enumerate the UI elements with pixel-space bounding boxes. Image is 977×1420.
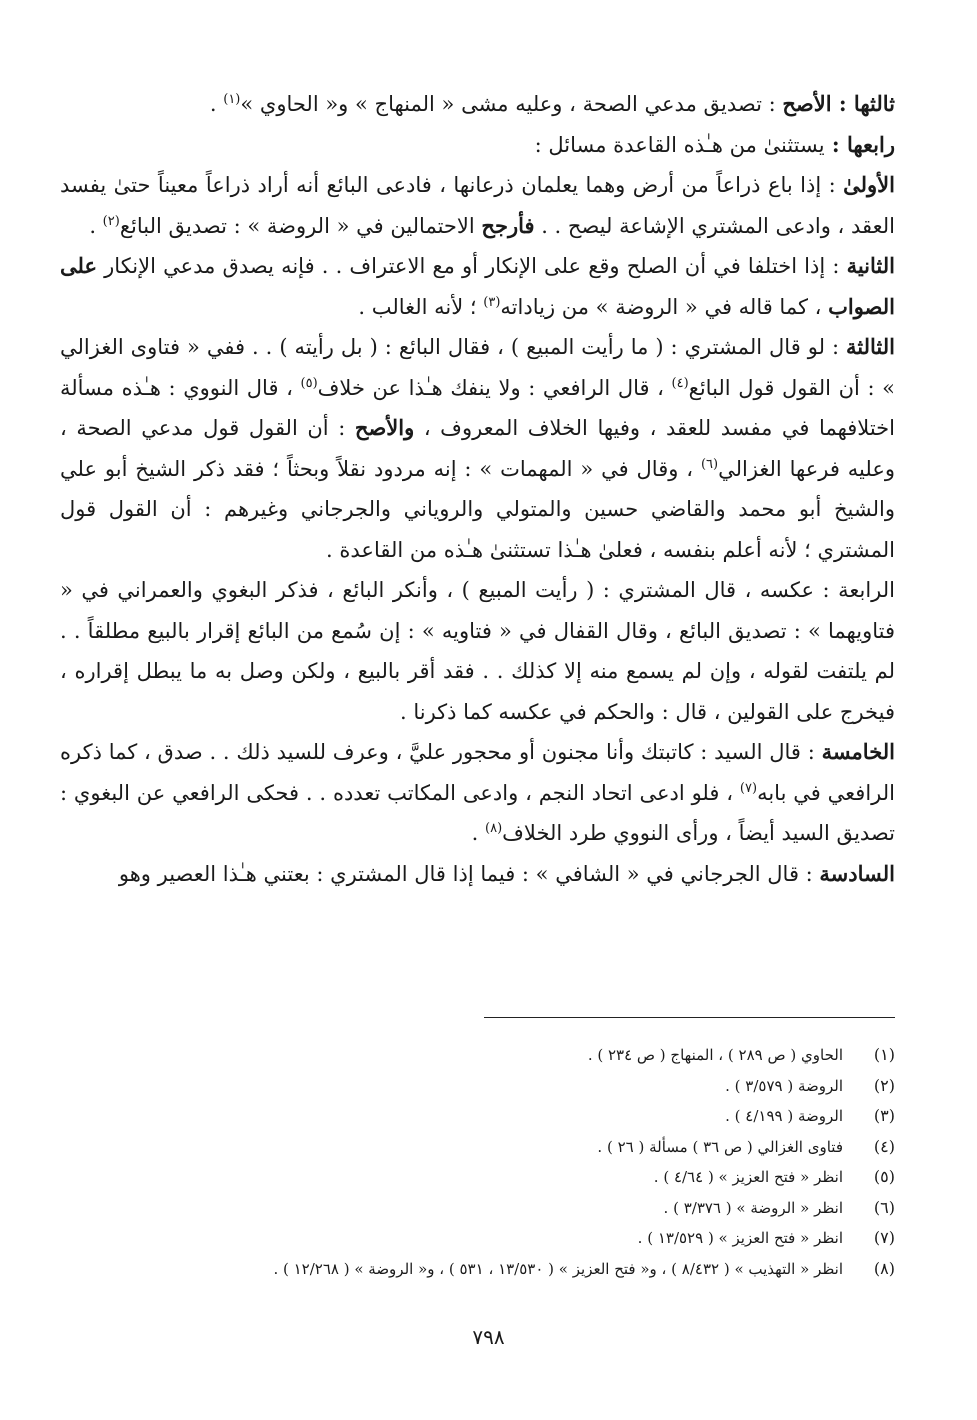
text-run: . bbox=[209, 92, 224, 116]
text-run: ، قال الرافعي : ولا ينفك هـٰذا عن خلاف bbox=[317, 375, 672, 400]
text-run: ، وقال في « المهمات » : إنه مردود نقلاً وبحثاً ؛ فقد ذكر الشيخ أبو علي والشيخ أبو محمد والقاضي حسين والمتولي والروياني والجرجاني وغيرهم : أن القول قول المشتري ؛ لأنه أعلم بنفسه ، فعلىٰ هـٰذا تستثنىٰ هـٰذه من القاعدة . bbox=[60, 456, 895, 562]
bold-term: على الصواب bbox=[60, 253, 895, 319]
footnote bbox=[150, 1071, 895, 1102]
footnote-separator bbox=[484, 1017, 895, 1018]
text-run: : إذا اختلفا في أن الصلح وقع على الإنكار أو مع الاعتراف . . فإنه يصدق مدعي الإنكار bbox=[97, 254, 847, 278]
bold-term: رابعها : bbox=[824, 131, 895, 157]
footnote bbox=[150, 1162, 895, 1193]
text-run: الاحتمالين في « الروضة » : تصديق البائع bbox=[119, 213, 482, 238]
bold-term: الثانية bbox=[846, 253, 895, 278]
text-run: . bbox=[89, 213, 103, 238]
text-run: : إذا باع ذراعاً من أرض وهما يعلمان ذرعانها ، فادعى البائع أنه أراد ذراعاً معيناً حتىٰ يفسد العقد ، وادعى المشتري الإشاعة ليصح . . bbox=[60, 173, 895, 238]
paragraph bbox=[60, 570, 895, 732]
text-run: ؛ لأنه الغالب . bbox=[358, 294, 484, 319]
footnote-text: انظر « فتح العزيز » ( ١٣/٥٢٩ ) . bbox=[637, 1229, 843, 1247]
footnote-text: انظر « الروضة » ( ٣/٣٧٦ ) . bbox=[663, 1198, 843, 1217]
bold-term: الثالثة bbox=[846, 334, 895, 359]
text-run: يستثنىٰ من هـٰذه القاعدة مسائل : bbox=[534, 132, 825, 157]
footnote-number: (٤) bbox=[873, 1136, 895, 1156]
paragraph bbox=[60, 854, 895, 895]
footnote-text: انظر « فتح العزيز » ( ٤/٦٤ ) . bbox=[653, 1168, 843, 1186]
text-run: ، قال النووي : هـٰذه مسألة اختلافهما في مفسد للعقد ، وفيها الخلاف المعروف ، bbox=[60, 375, 895, 440]
footnote bbox=[150, 1193, 895, 1224]
footnote bbox=[150, 1040, 895, 1071]
footnote-text: الروضة ( ٣/٥٧٩ ) . bbox=[725, 1076, 843, 1095]
bold-term: ثالثها : bbox=[831, 91, 895, 116]
text-run: : قال السيد : كاتبتك وأنا مجنون أو محجور عليَّ ، وعرف للسيد ذلك . . صدق ، كما ذكره الرافعي في بابه bbox=[60, 740, 895, 805]
footnotes bbox=[150, 1040, 895, 1284]
footnote-number: (٦) bbox=[873, 1197, 895, 1217]
footnote-ref: (٦) bbox=[700, 456, 719, 472]
footnote-number: (٢) bbox=[873, 1075, 895, 1095]
footnote-ref: (٤) bbox=[671, 375, 689, 391]
footnote-text: انظر « التهذيب » ( ٨/٤٣٢ ) ، و« فتح العزيز » ( ١٣/٥٣٠ ، ٥٣١ ) ، و« الروضة » ( ١٢/٢٦٨ ) . bbox=[273, 1259, 843, 1278]
footnote bbox=[150, 1101, 895, 1132]
bold-term: فأرجح bbox=[481, 212, 535, 238]
bold-term: الأولىٰ bbox=[843, 172, 895, 197]
footnote-ref: (١) bbox=[223, 92, 241, 107]
footnote-text: فتاوى الغزالي ( ص ٣٦ ) مسألة ( ٢٦ ) . bbox=[597, 1137, 843, 1156]
footnote-number: (١) bbox=[873, 1045, 895, 1064]
footnote-number: (٧) bbox=[873, 1228, 895, 1247]
footnote-ref: (٨) bbox=[485, 821, 503, 836]
footnote-number: (٣) bbox=[873, 1106, 895, 1125]
text-run: : تصديق مدعي الصحة ، وعليه مشى « المنهاج » و« الحاوي » bbox=[240, 92, 783, 116]
bold-term: السادسة bbox=[819, 860, 895, 886]
footnote-text: الروضة ( ٤/١٩٩ ) . bbox=[725, 1107, 843, 1125]
paragraph bbox=[60, 165, 895, 246]
footnote bbox=[150, 1223, 895, 1254]
text-run: . bbox=[471, 821, 485, 845]
page-number: ٧٩٨ bbox=[472, 1325, 505, 1349]
bold-term: الأصح bbox=[782, 91, 832, 116]
paragraph bbox=[60, 84, 895, 125]
footnote-ref: (٧) bbox=[739, 780, 758, 796]
text-run: : قال الجرجاني في « الشافي » : فيما إذا قال المشتري : بعتني هـٰذا العصير وهو bbox=[118, 861, 820, 886]
footnote-number: (٥) bbox=[873, 1167, 895, 1186]
text-run: ، فلو ادعى اتحاد النجم ، وادعى المكاتب تعدده . . فحكى الرافعي عن البغوي : تصديق السيد أيضاً ، ورأى النووي طرد الخلاف bbox=[60, 780, 895, 845]
text-run: ، كما قاله في « الروضة » من زياداته bbox=[500, 294, 829, 319]
footnote-ref: (٣) bbox=[483, 294, 501, 310]
footnote bbox=[150, 1254, 895, 1285]
footnote-text: الحاوي ( ص ٢٨٩ ) ، المنهاج ( ص ٢٣٤ ) . bbox=[587, 1046, 843, 1064]
text-run: الرابعة : عكسه ، قال المشتري : ( رأيت المبيع ) ، وأنكر البائع ، فذكر البغوي والعمراني في « فتاويهما » : تصديق البائع ، وقال القفال في « فتاويه » : إن سُمع من البائع إقرار بالبيع مطلقاً . . لم يلتفت لقوله ، وإن لم يسمع منه إلا كذلك . . فقد أقر بالبيع ، ولكن وصل به ما يبطل إقراره ، فيخرج على القولين ، قال : والحكم في عكسه كما ذكرنا . bbox=[60, 578, 895, 724]
text-run: : لو قال المشتري : ( ما رأيت المبيع ) ، فقال البائع : ( بل رأيته ) . . ففي « فتاوى الغزالي » : أن القول قول البائع bbox=[60, 335, 895, 400]
bold-term: الخامسة bbox=[821, 739, 895, 764]
main-text bbox=[60, 84, 895, 894]
paragraph bbox=[60, 327, 895, 570]
footnote bbox=[150, 1132, 895, 1163]
text-run: : أن القول قول مدعي الصحة ، وعليه فرعها الغزالي bbox=[60, 416, 895, 481]
paragraph bbox=[60, 125, 895, 166]
footnote-ref: (٢) bbox=[102, 213, 120, 229]
footnote-ref: (٥) bbox=[300, 375, 318, 391]
footnote-number: (٨) bbox=[873, 1258, 895, 1278]
paragraph bbox=[60, 246, 895, 327]
bold-term: والأصح bbox=[354, 415, 415, 440]
paragraph bbox=[60, 732, 895, 854]
